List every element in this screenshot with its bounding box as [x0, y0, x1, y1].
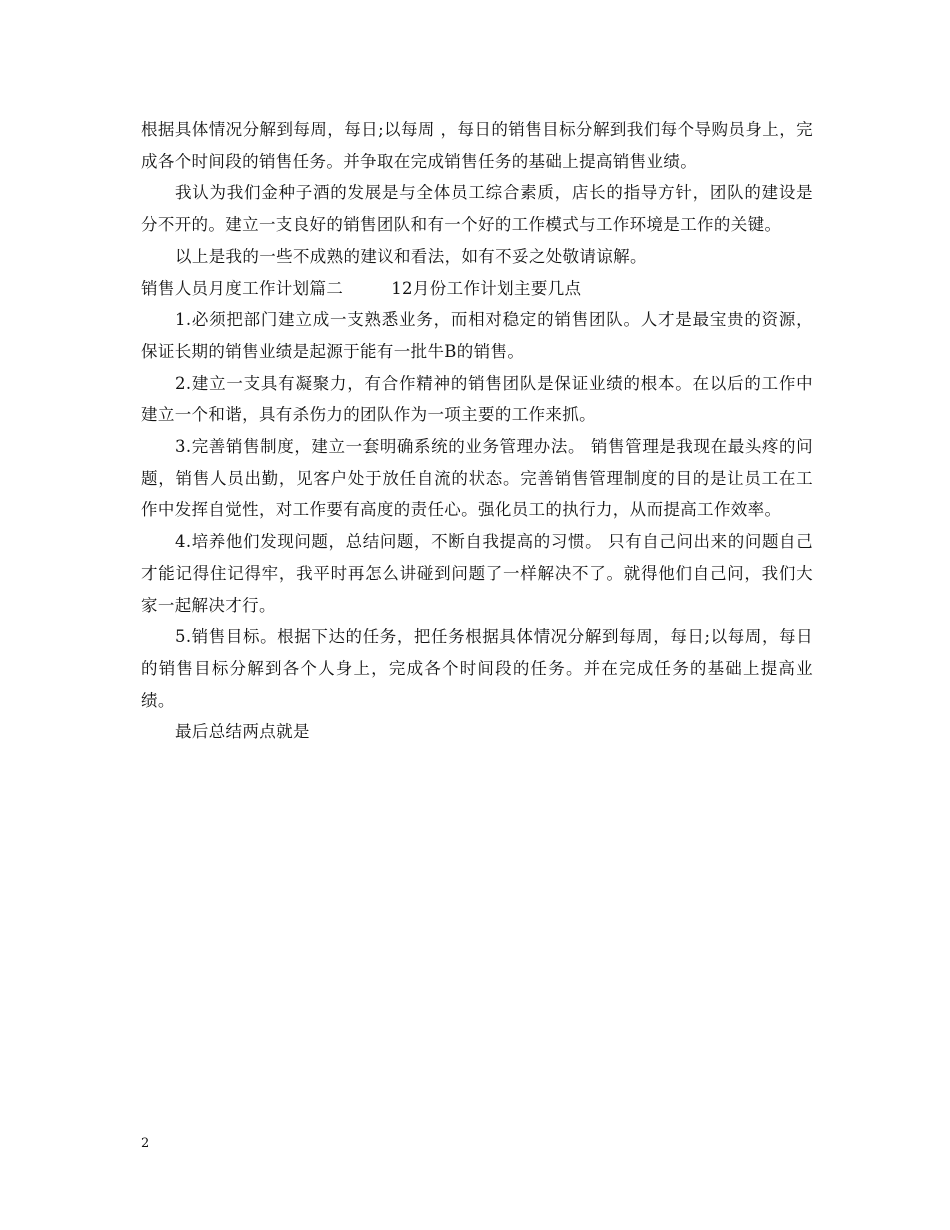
- section-subtitle: 12月份工作计划主要几点: [391, 278, 582, 298]
- document-body: [141, 114, 813, 748]
- list-item-3: 3.完善销售制度，建立一套明确系统的业务管理办法。 销售管理是我现在最头疼的问题，销售人员出勤，见客户处于放任自流的状态。完善销售管理制度的目的是让员工在工作中发挥自觉性，对工作要有高度的责任心。强化员工的执行力，从而提高工作效率。: [141, 437, 813, 520]
- list-item-2: 2.建立一支具有凝聚力，有合作精神的销售团队是保证业绩的根本。在以后的工作中建立一个和谐，具有杀伤力的团队作为一项主要的工作来抓。: [141, 373, 813, 425]
- list-item-5: 5.销售目标。根据下达的任务，把任务根据具体情况分解到每周，每日;以每周，每日的销售目标分解到各个人身上，完成各个时间段的任务。并在完成任务的基础上提高业绩。: [141, 627, 813, 710]
- paragraph-team-building: 我认为我们金种子酒的发展是与全体员工综合素质，店长的指导方针，团队的建设是分不开的。建立一支良好的销售团队和有一个好的工作模式与工作环境是工作的关键。: [141, 183, 813, 235]
- summary-lead: 最后总结两点就是: [175, 722, 310, 742]
- list-item-1: 1.必须把部门建立成一支熟悉业务，而相对稳定的销售团队。人才是最宝贵的资源，保证长期的销售业绩是起源于能有一批牛B的销售。: [141, 310, 813, 361]
- paragraph-closing-remark: 以上是我的一些不成熟的建议和看法，如有不妥之处敬请谅解。: [175, 246, 647, 266]
- section-title: 销售人员月度工作计划篇二: [141, 278, 344, 298]
- list-item-4: 4.培养他们发现问题，总结问题，不断自我提高的习惯。 只有自己问出来的问题自己才能记得住记得牢，我平时再怎么讲碰到问题了一样解决不了。就得他们自己问，我们大家一起解决才行。: [141, 532, 813, 615]
- paragraph-continuation: 根据具体情况分解到每周，每日;以每周 ，每日的销售目标分解到我们每个导购员身上，完成各个时间段的销售任务。并争取在完成销售任务的基础上提高销售业绩。: [141, 120, 813, 171]
- page-number: 2: [141, 1136, 150, 1151]
- section-heading: [141, 273, 813, 305]
